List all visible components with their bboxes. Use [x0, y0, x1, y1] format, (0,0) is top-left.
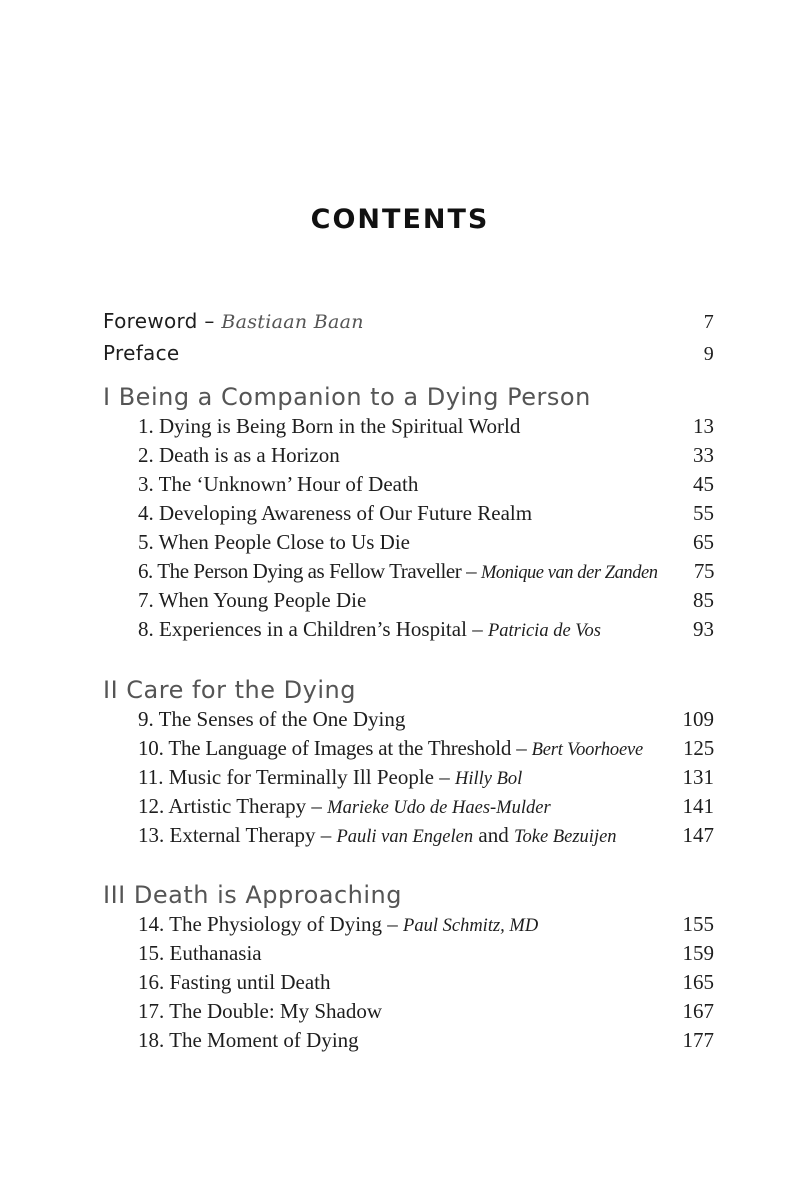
entry-separator: – — [511, 736, 532, 760]
chapter-text — [138, 763, 522, 794]
chapter-title: 7. When Young People Die — [138, 588, 367, 612]
chapter-title: 17. The Double: My Shadow — [138, 999, 383, 1023]
entry-separator: – — [466, 617, 488, 641]
chapter-author: Bert Voorhoeve — [531, 740, 644, 760]
chapter-text — [138, 557, 658, 588]
page-number: 85 — [693, 588, 714, 612]
toc-chapter[interactable] — [103, 763, 714, 792]
page-number: 109 — [682, 707, 714, 731]
entry-separator: – — [382, 912, 404, 936]
chapter-title: 16. Fasting until Death — [138, 970, 331, 994]
toc-chapter[interactable] — [103, 615, 714, 644]
chapter-title: 12. Artistic Therapy — [138, 794, 307, 818]
page-number: 131 — [682, 765, 714, 789]
toc-chapter[interactable] — [103, 705, 714, 734]
chapter-text — [138, 615, 601, 646]
chapter-title: 3. The ‘Unknown’ Hour of Death — [138, 472, 419, 496]
page-number: 13 — [693, 414, 714, 438]
chapter-title: 15. Euthanasia — [138, 941, 262, 965]
toc-chapter[interactable] — [103, 821, 714, 850]
entry-separator: – — [306, 794, 328, 818]
page-number: 165 — [682, 970, 714, 994]
toc-chapter[interactable] — [103, 734, 714, 763]
table-of-contents — [103, 306, 714, 1055]
chapter-text — [138, 734, 643, 765]
toc-chapter[interactable] — [103, 441, 714, 470]
page-number: 147 — [682, 823, 714, 847]
page-number: 167 — [682, 999, 714, 1023]
chapter-title: 5. When People Close to Us Die — [138, 530, 410, 554]
chapter-text — [138, 910, 538, 941]
page-number: 93 — [693, 617, 714, 641]
part-heading-2: II Care for the Dying — [103, 676, 356, 704]
toc-chapter[interactable] — [103, 499, 714, 528]
page-title: CONTENTS — [310, 204, 490, 235]
chapter-title: 13. External Therapy — [138, 823, 316, 847]
chapter-title: 4. Developing Awareness of Our Future Realm — [138, 501, 533, 525]
page-number: 7 — [703, 311, 714, 333]
chapter-author: Paul Schmitz, MD — [403, 916, 539, 936]
page-number: 75 — [693, 559, 714, 583]
toc-chapter[interactable] — [103, 528, 714, 557]
toc-chapter[interactable] — [103, 792, 714, 821]
chapter-author: Hilly Bol — [454, 769, 523, 789]
toc-chapter[interactable] — [103, 470, 714, 499]
toc-chapter[interactable] — [103, 997, 714, 1026]
toc-entry-preface[interactable] — [103, 338, 714, 370]
chapter-title: 6. The Person Dying as Fellow Traveller — [138, 559, 462, 583]
page-number: 45 — [693, 472, 714, 496]
entry-title: Foreword — [103, 309, 198, 333]
toc-chapter[interactable] — [103, 586, 714, 615]
entry-author: Bastiaan Baan — [221, 311, 364, 333]
chapter-title: 18. The Moment of Dying — [138, 1028, 359, 1052]
chapter-author: Patricia de Vos — [487, 621, 601, 641]
chapter-title: 11. Music for Terminally Ill People — [138, 765, 434, 789]
page-number: 141 — [682, 794, 714, 818]
entry-separator: – — [461, 559, 481, 583]
page-number: 65 — [693, 530, 714, 554]
toc-chapter[interactable] — [103, 557, 714, 586]
page-number: 33 — [693, 443, 714, 467]
page-number: 125 — [683, 736, 714, 760]
entry-text — [103, 306, 364, 338]
toc-entry-foreword[interactable] — [103, 306, 714, 338]
chapter-title: 1. Dying is Being Born in the Spiritual World — [138, 414, 521, 438]
entry-separator: – — [315, 823, 337, 847]
chapter-author: Marieke Udo de Haes-Mulder — [327, 798, 551, 818]
part-heading-1: I Being a Companion to a Dying Person — [103, 383, 591, 411]
toc-chapter[interactable] — [103, 1026, 714, 1055]
chapter-title: 14. The Physiology of Dying — [138, 912, 383, 936]
chapter-author: Pauli van Engelen — [336, 827, 474, 847]
page-number: 177 — [682, 1028, 714, 1052]
chapter-author: Monique van der Zanden — [480, 563, 658, 583]
chapter-author-2: Toke Bezuijen — [513, 827, 617, 847]
page-number: 159 — [682, 941, 714, 965]
chapter-text — [138, 792, 551, 823]
toc-chapter[interactable] — [103, 939, 714, 968]
toc-chapter[interactable] — [103, 968, 714, 997]
chapter-title: 9. The Senses of the One Dying — [138, 707, 406, 731]
entry-title: Preface — [103, 341, 180, 365]
page-number: 55 — [693, 501, 714, 525]
toc-chapter[interactable] — [103, 412, 714, 441]
page-number: 9 — [703, 343, 714, 365]
chapter-text — [138, 821, 617, 852]
page-number: 155 — [682, 912, 714, 936]
chapter-title: 8. Experiences in a Children’s Hospital — [138, 617, 467, 641]
entry-separator: – — [433, 765, 455, 789]
chapter-title: 2. Death is as a Horizon — [138, 443, 340, 467]
toc-chapter[interactable] — [103, 910, 714, 939]
entry-conjunction: and — [473, 823, 514, 847]
part-heading-3: III Death is Approaching — [103, 881, 403, 909]
chapter-title: 10. The Language of Images at the Threshold — [138, 736, 512, 760]
entry-separator: – — [197, 309, 222, 333]
